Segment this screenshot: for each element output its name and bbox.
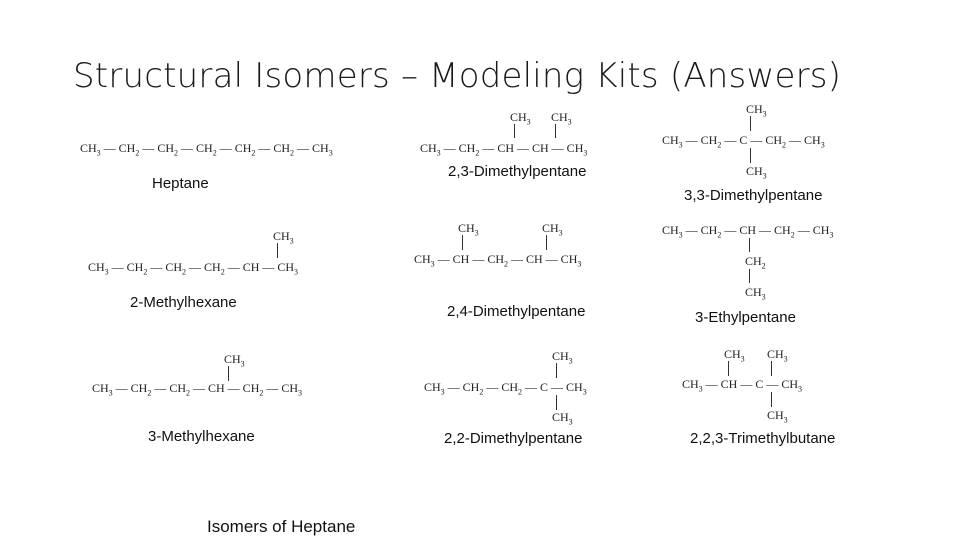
methylhexane-2-methyl: $CH_3$ bbox=[273, 229, 294, 246]
dimethylpentane-22-methyl-bottom: $CH_3$ bbox=[552, 410, 573, 427]
ethylpentane-3-main-chain: $CH_3$ — $CH_2$ — CH — $CH_2$ — $CH_3$ bbox=[662, 223, 834, 240]
dimethylpentane-24-methyl-2: $CH_3$ bbox=[542, 221, 563, 238]
bond bbox=[771, 361, 772, 376]
dimethylpentane-23-methyl-1: $CH_3$ bbox=[510, 110, 531, 127]
bond bbox=[771, 392, 772, 407]
dimethylpentane-23-main-chain: $CH_3$ — $CH_2$ — CH — CH — $CH_3$ bbox=[420, 141, 588, 158]
dimethylpentane-24-methyl-1: $CH_3$ bbox=[458, 221, 479, 238]
dimethylpentane-33-main-chain: $CH_3$ — $CH_2$ — C — $CH_2$ — $CH_3$ bbox=[662, 133, 825, 150]
bond bbox=[277, 243, 278, 258]
ethylpentane-3-ethyl-ch3: $CH_3$ bbox=[745, 285, 766, 302]
bond bbox=[546, 235, 547, 250]
methylhexane-3-methyl: $CH_3$ bbox=[224, 352, 245, 369]
bond bbox=[462, 235, 463, 250]
bond bbox=[556, 363, 557, 378]
dimethylpentane-22-methyl-top: $CH_3$ bbox=[552, 349, 573, 366]
methylhexane-2-main-chain: $CH_3$ — $CH_2$ — $CH_2$ — $CH_2$ — CH — $CH_3$ bbox=[88, 260, 299, 277]
trimethylbutane-label: 2,2,3-Trimethylbutane bbox=[690, 430, 836, 447]
slide-title: Structural Isomers – Modeling Kits (Answers) bbox=[73, 56, 842, 96]
bond bbox=[555, 124, 556, 138]
slide-caption: Isomers of Heptane bbox=[207, 517, 356, 536]
methylhexane-3-label: 3-Methylhexane bbox=[148, 428, 255, 445]
trimethylbutane-methyl-2: $CH_3$ bbox=[767, 347, 788, 364]
dimethylpentane-33-label: 3,3-Dimethylpentane bbox=[684, 187, 823, 204]
dimethylpentane-23-label: 2,3-Dimethylpentane bbox=[448, 163, 587, 180]
ethylpentane-3-ethyl-ch2: $CH_2$ bbox=[745, 254, 766, 271]
bond bbox=[750, 148, 751, 163]
dimethylpentane-24-label: 2,4-Dimethylpentane bbox=[447, 303, 586, 320]
ethylpentane-3-label: 3-Ethylpentane bbox=[695, 309, 796, 326]
heptane-main-chain: $CH_3$ — $CH_2$ — $CH_2$ — $CH_2$ — $CH_2$ — $CH_2$ — $CH_3$ bbox=[80, 141, 333, 158]
trimethylbutane-methyl-bottom: $CH_3$ bbox=[767, 408, 788, 425]
bond bbox=[556, 395, 557, 410]
bond bbox=[749, 238, 750, 252]
methylhexane-3-main-chain: $CH_3$ — $CH_2$ — $CH_2$ — CH — $CH_2$ — $CH_3$ bbox=[92, 381, 303, 398]
bond bbox=[228, 366, 229, 381]
dimethylpentane-23-methyl-2: $CH_3$ bbox=[551, 110, 572, 127]
bond bbox=[750, 116, 751, 131]
dimethylpentane-22-label: 2,2-Dimethylpentane bbox=[444, 430, 583, 447]
heptane-label: Heptane bbox=[152, 175, 209, 192]
dimethylpentane-24-main-chain: $CH_3$ — CH — $CH_2$ — CH — $CH_3$ bbox=[414, 252, 582, 269]
dimethylpentane-22-main-chain: $CH_3$ — $CH_2$ — $CH_2$ — C — $CH_3$ bbox=[424, 380, 587, 397]
dimethylpentane-33-methyl-bottom: $CH_3$ bbox=[746, 164, 767, 181]
trimethylbutane-methyl-1: $CH_3$ bbox=[724, 347, 745, 364]
bond bbox=[749, 269, 750, 283]
methylhexane-2-label: 2-Methylhexane bbox=[130, 294, 237, 311]
bond bbox=[728, 361, 729, 376]
dimethylpentane-33-methyl-top: $CH_3$ bbox=[746, 102, 767, 119]
trimethylbutane-main-chain: $CH_3$ — CH — C — $CH_3$ bbox=[682, 377, 803, 394]
bond bbox=[514, 124, 515, 138]
